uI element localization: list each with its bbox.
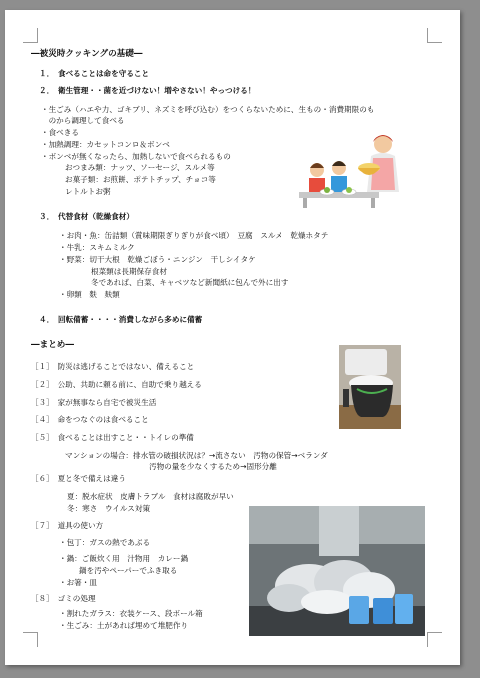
summary-item: ［８］ ゴミの処理 — [31, 594, 96, 603]
section-2-heading: ２． 衛生管理・・菌を近づけない！増やさない！やっつける！ — [39, 86, 256, 95]
summary-item: ［３］ 家が無事なら自宅で被災生活 — [31, 398, 157, 407]
page-corner-mark — [427, 28, 442, 43]
body-line: ・割れたガラス：衣装ケース、段ボール箱 — [59, 609, 203, 618]
summary-item: ［４］ 命をつなぐのは食べること — [31, 415, 149, 424]
body-line: ・包丁：ガスの熱であぶる — [59, 538, 151, 547]
body-line: ・ボンベが無くなったら、加熱しないで食べられるもの — [41, 152, 231, 161]
body-line: ・加熱調理：カセットコンロ＆ボンベ — [41, 140, 170, 149]
body-line: ・牛乳：スキムミルク — [59, 243, 135, 252]
section-3-heading: ３． 代替食材（乾燥食材） — [39, 212, 134, 221]
document-page — [5, 10, 460, 665]
body-line: レトルトお粥 — [65, 187, 111, 196]
body-line: ・食べきる — [41, 128, 79, 137]
body-line: おつまみ類：ナッツ、ソーセージ、スルメ等 — [65, 163, 215, 172]
body-line: ・生ごみ：土があれば埋めて堆肥作り — [59, 621, 189, 630]
page-corner-mark — [427, 632, 442, 647]
body-line: ・生ごみ（ハエや力、ゴキブリ、ネズミを呼び込む）をつくらないために、生もの・消費期限のも — [41, 105, 375, 114]
body-line: ・お箸・皿 — [59, 578, 97, 587]
body-line: 汚物の量を少なくするため→固形分離 — [149, 462, 277, 471]
body-line: お菓子類：お煎餅、ポテトチップ、チョコ等 — [65, 175, 216, 184]
family-cooking-illustration — [295, 130, 407, 212]
body-line: ・野菜：切干大根 乾燥ごぼう・ニンジン 干しシイタケ — [59, 255, 256, 264]
garbage-bags-photo — [249, 506, 425, 636]
body-line: 夏：脱水症状 皮膚トラブル 食材は腐敗が早い — [67, 492, 234, 501]
body-line: のから調理して食べる — [41, 116, 125, 125]
page-corner-mark — [23, 28, 38, 43]
body-line: ・お肉・魚：缶詰類（賞味期限ぎりぎりが食べ頃） 豆腐 スルメ 乾燥ホタテ — [59, 231, 329, 240]
page-corner-mark — [23, 632, 38, 647]
body-line: 根菜類は長期保存食材 — [91, 267, 167, 276]
summary-item: ［６］ 夏と冬で備えは違う — [31, 474, 126, 483]
emergency-toilet-photo — [339, 345, 401, 429]
body-line: 鍋を汚やペーパーでふき取る — [79, 566, 178, 575]
summary-item: ［５］ 食べることは出すこと・・トイレの準備 — [31, 433, 194, 442]
body-line: ・卵類 麩 麸類 — [59, 290, 120, 299]
summary-item: ［７］ 道具の使い方 — [31, 521, 104, 530]
summary-heading: ―まとめ― — [31, 340, 74, 350]
section-4-heading: ４． 回転備蓄・・・・消費しながら多めに備蓄 — [39, 315, 203, 324]
body-line: マンションの場合：排水管の破損状況は？→流さない 汚物の保管→ベランダ — [65, 451, 328, 460]
document-title: ―被災時クッキングの基礎― — [31, 49, 143, 59]
body-line: 冬であれば、白菜、キャベツなど新聞紙に包んで外に出す — [91, 278, 289, 287]
body-line: 冬：寒さ ウイルス対策 — [67, 504, 151, 513]
summary-item: ［１］ 防災は逃げることではない、備えること — [31, 362, 195, 371]
section-1-heading: １． 食べることは命を守ること — [39, 69, 150, 78]
body-line: ・鍋：ご飯炊く用 汁物用 カレー鍋 — [59, 554, 189, 563]
summary-item: ［２］ 公助、共助に頼る前に、自助で乗り越える — [31, 380, 202, 389]
